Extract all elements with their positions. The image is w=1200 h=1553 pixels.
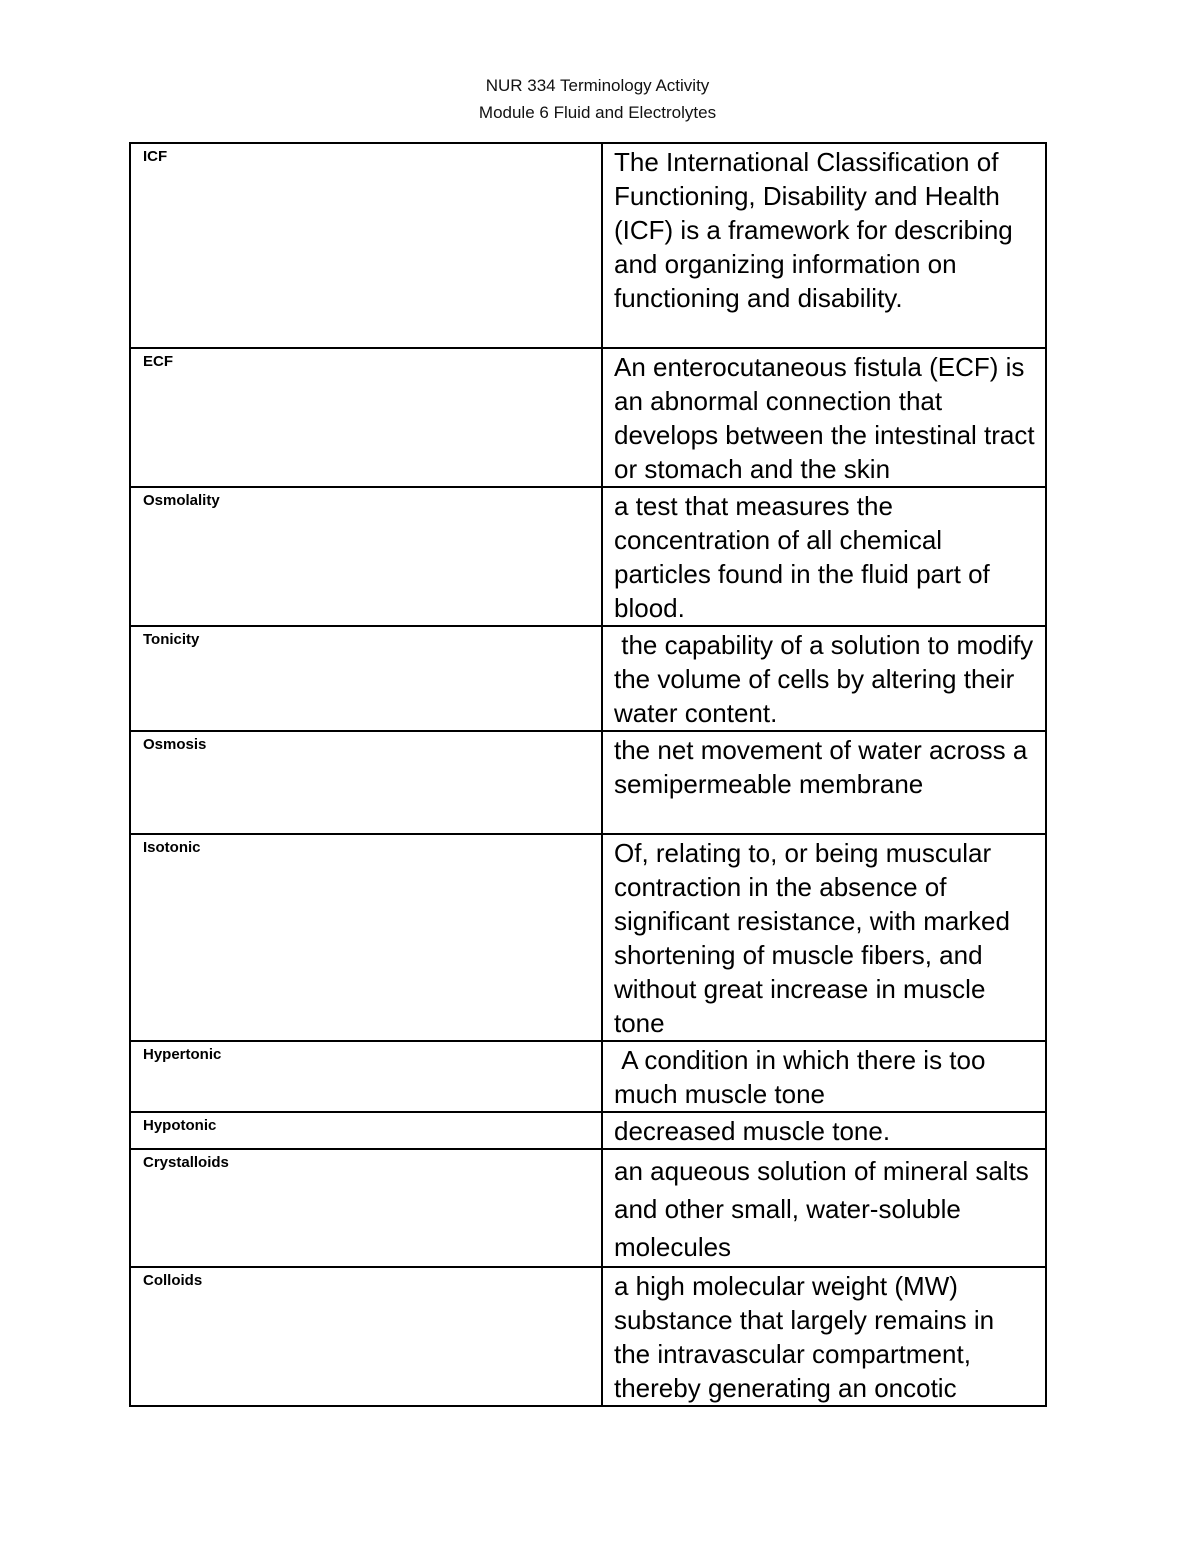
page-title: NUR 334 Terminology Activity xyxy=(485,76,710,95)
term-cell: Hypertonic xyxy=(130,1041,602,1112)
term-cell: Tonicity xyxy=(130,626,602,731)
term-cell: Osmosis xyxy=(130,731,602,834)
definition-cell: A condition in which there is too much muscle tone xyxy=(602,1041,1046,1112)
table-row xyxy=(130,487,1046,626)
definition-cell: an aqueous solution of mineral salts and other small, water-soluble molecules xyxy=(602,1149,1046,1267)
table-row xyxy=(130,731,1046,834)
definition-cell: the net movement of water across a semipermeable membrane xyxy=(602,731,1046,834)
definition-cell: the capability of a solution to modify the volume of cells by altering their water content. xyxy=(602,626,1046,731)
table-row xyxy=(130,1267,1046,1406)
table-row xyxy=(130,626,1046,731)
term-cell: Hypotonic xyxy=(130,1112,602,1149)
definition-cell: a test that measures the concentration of all chemical particles found in the fluid part of blood. xyxy=(602,487,1046,626)
table-row xyxy=(130,348,1046,487)
definition-cell: An enterocutaneous fistula (ECF) is an abnormal connection that develops between the intestinal tract or stomach and the skin xyxy=(602,348,1046,487)
term-cell: ECF xyxy=(130,348,602,487)
definition-cell: decreased muscle tone. xyxy=(602,1112,1046,1149)
term-cell: ICF xyxy=(130,143,602,348)
term-cell: Osmolality xyxy=(130,487,602,626)
definition-cell: The International Classification of Functioning, Disability and Health (ICF) is a framework for describing and organizing information on functioning and disability. xyxy=(602,143,1046,348)
term-cell: Colloids xyxy=(130,1267,602,1406)
term-cell: Isotonic xyxy=(130,834,602,1041)
table-row xyxy=(130,1149,1046,1267)
table-row xyxy=(130,1041,1046,1112)
table-row xyxy=(130,1112,1046,1149)
table-row xyxy=(130,143,1046,348)
term-cell: Crystalloids xyxy=(130,1149,602,1267)
table-row xyxy=(130,834,1046,1041)
definition-cell: a high molecular weight (MW) substance that largely remains in the intravascular compartment, thereby generating an oncotic xyxy=(602,1267,1046,1406)
page-subtitle: Module 6 Fluid and Electrolytes xyxy=(478,103,717,122)
page-header xyxy=(0,72,1195,126)
definition-cell: Of, relating to, or being muscular contraction in the absence of significant resistance, with marked shortening of muscle fibers, and without great increase in muscle tone xyxy=(602,834,1046,1041)
terminology-table xyxy=(129,142,1047,1407)
